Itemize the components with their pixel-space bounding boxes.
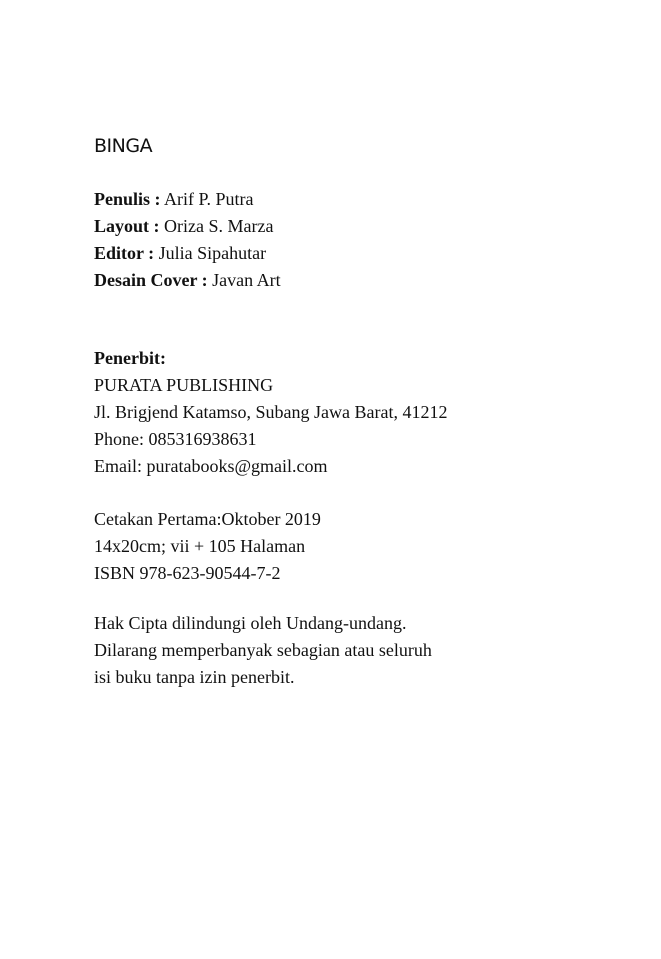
publisher-block <box>94 345 447 480</box>
credit-editor <box>94 240 281 267</box>
credit-cover-design <box>94 267 281 294</box>
credit-label: Penulis : <box>94 189 161 209</box>
credit-layout <box>94 213 281 240</box>
credit-label: Editor : <box>94 243 155 263</box>
credit-value: Javan Art <box>207 270 281 290</box>
publisher-email: Email: puratabooks@gmail.com <box>94 456 328 476</box>
rights-line: Dilarang memperbanyak sebagian atau seluruh <box>94 640 432 660</box>
edition-block <box>94 506 321 587</box>
publisher-address: Jl. Brigjend Katamso, Subang Jawa Barat, 41212 <box>94 402 448 422</box>
credit-value: Arif P. Putra <box>160 189 254 209</box>
credit-label: Desain Cover : <box>94 270 208 290</box>
rights-line: isi buku tanpa izin penerbit. <box>94 667 295 687</box>
credit-author <box>94 186 281 213</box>
publisher-name: PURATA PUBLISHING <box>94 375 274 395</box>
credit-value: Julia Sipahutar <box>154 243 267 263</box>
publisher-phone: Phone: 085316938631 <box>94 429 257 449</box>
credit-label: Layout : <box>94 216 160 236</box>
rights-line: Hak Cipta dilindungi oleh Undang-undang. <box>94 613 407 633</box>
book-title: BINGA <box>94 135 153 157</box>
publisher-heading: Penerbit: <box>94 348 166 368</box>
edition-size: 14x20cm; vii + 105 Halaman <box>94 536 306 556</box>
edition-print: Cetakan Pertama:Oktober 2019 <box>94 509 321 529</box>
rights-notice <box>94 610 432 691</box>
edition-isbn: ISBN 978-623-90544-7-2 <box>94 563 281 583</box>
credits-block <box>94 186 281 294</box>
credit-value: Oriza S. Marza <box>159 216 274 236</box>
